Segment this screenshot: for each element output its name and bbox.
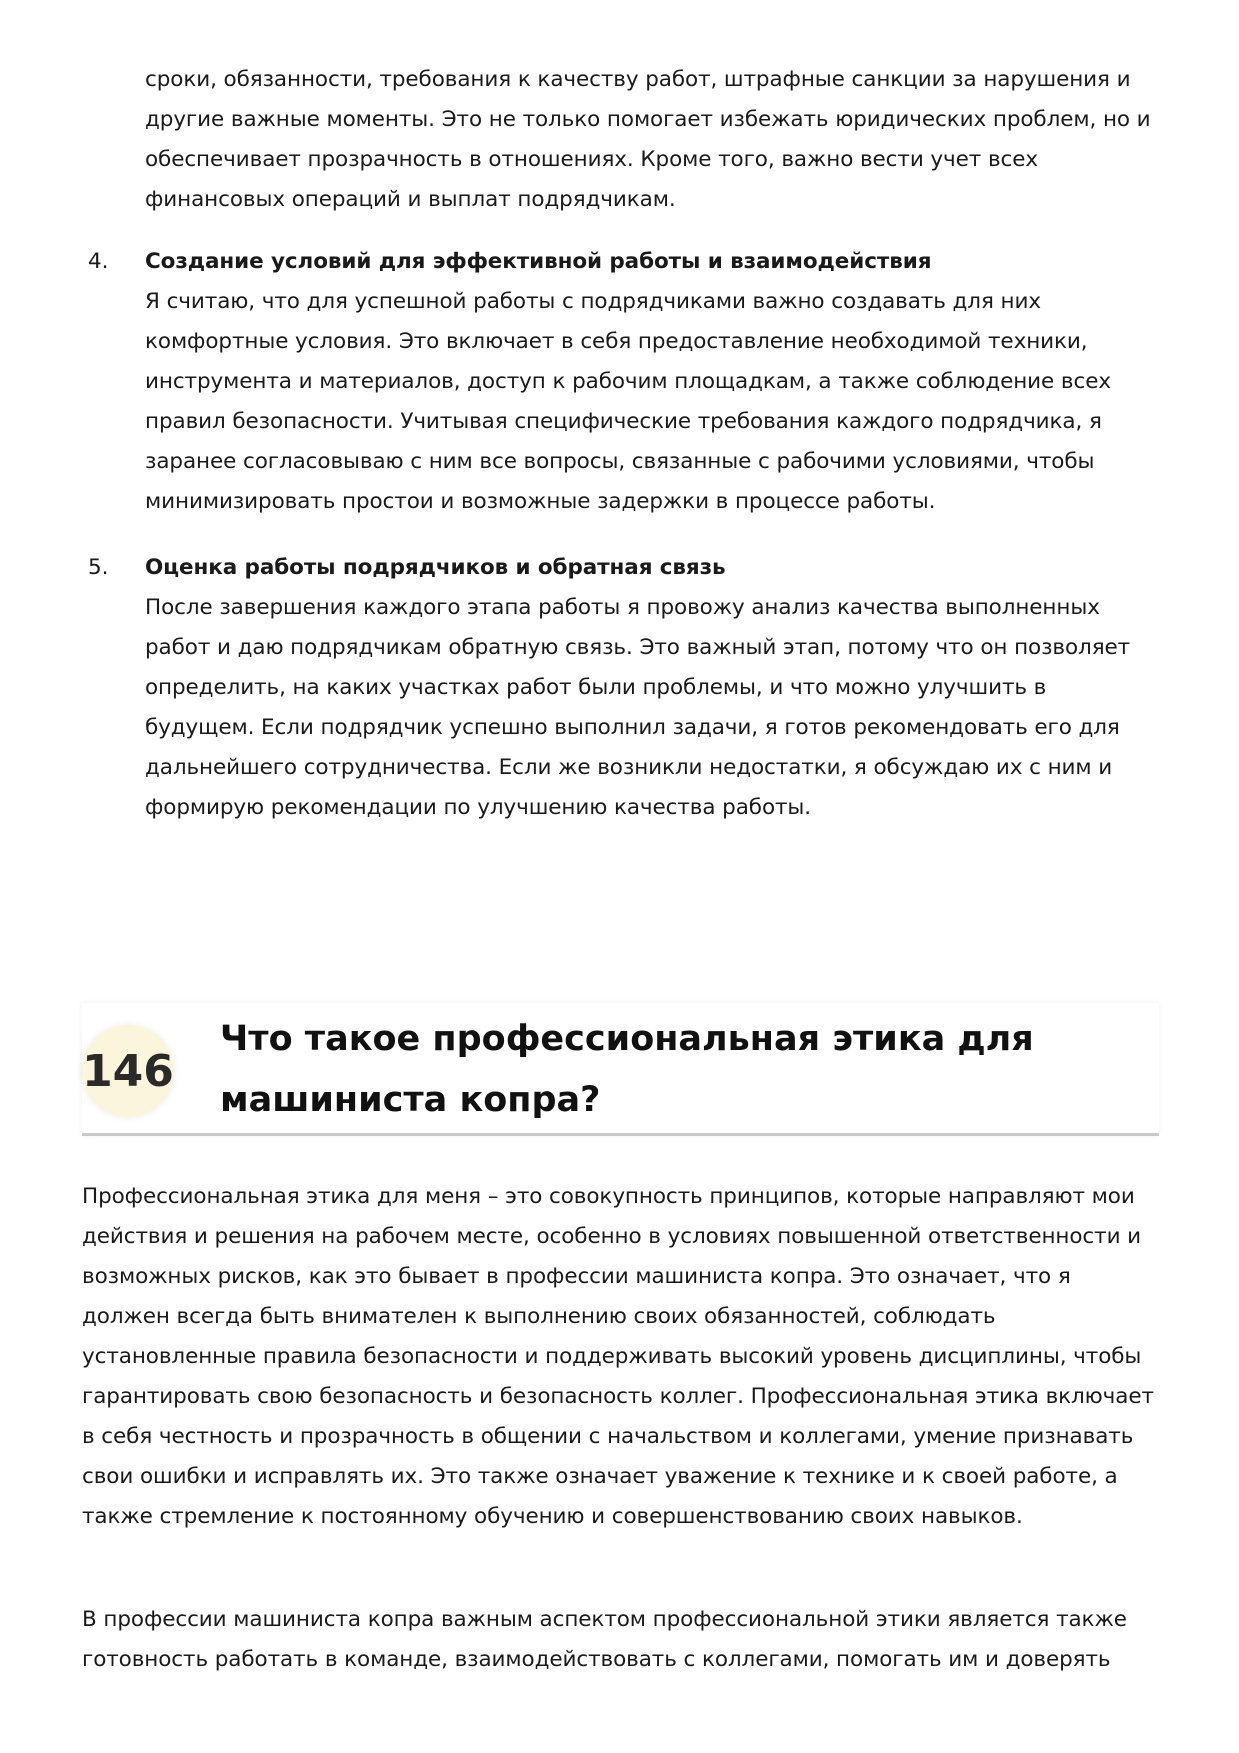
list-item-title: Оценка работы подрядчиков и обратная связь [145, 555, 726, 580]
list-item-number: 5. [88, 555, 109, 580]
list-item-text [115, 548, 1155, 828]
question-header [82, 1003, 1159, 1136]
list-item-title: Создание условий для эффективной работы и взаимодействия [145, 249, 932, 274]
answer-paragraph: В профессии машиниста копра важным аспектом профессиональной этики является также готовность работать в команде, взаимодействовать с коллегами, помогать им и доверять [82, 1607, 1127, 1672]
list-item-number: 4. [88, 249, 109, 274]
list-item-body: После завершения каждого этапа работы я провожу анализ качества выполненных работ и даю подрядчикам обратную связь. Это важный этап, потому что он позволяет определить, на каких участках работ были проблемы, и что можно улучшить в будущем. Если подрядчик успешно выполнил задачи, я готов рекомендовать его для дальнейшего сотрудничества. Если же возникли недостатки, я обсуждаю их с ним и формирую рекомендации по улучшению качества работы. [145, 595, 1131, 820]
question-title: Что такое профессиональная этика для машиниста копра? [220, 1019, 1034, 1120]
list-item [88, 548, 1155, 828]
list-item-text [115, 242, 1155, 522]
question-number-badge: 146 [82, 1025, 174, 1117]
list-item-body: Я считаю, что для успешной работы с подрядчиками важно создавать для них комфортные условия. Это включает в себя предоставление необходимой техники, инструмента и материалов, доступ к рабочим площадкам, а также соблюдение всех правил безопасности. Учитывая специфические требования каждого подрядчика, я заранее согласовываю с ним все вопросы, связанные с рабочими условиями, чтобы минимизировать простои и возможные задержки в процессе работы. [145, 289, 1111, 514]
continuation-paragraph: сроки, обязанности, требования к качеству работ, штрафные санкции за нарушения и другие важные моменты. Это не только помогает избежать юридических проблем, но и обеспечивает прозрачность в отношениях. Кроме того, важно вести учет всех финансовых операций и выплат подрядчикам. [145, 67, 1151, 212]
list-item [88, 242, 1155, 522]
answer-paragraph: Профессиональная этика для меня – это совокупность принципов, которые направляют мои действия и решения на рабочем месте, особенно в условиях повышенной ответственности и возможных рисков, как это бывает в профессии машиниста копра. Это означает, что я должен всегда быть внимателен к выполнению своих обязанностей, соблюдать установленные правила безопасности и поддерживать высокий уровень дисциплины, чтобы гарантировать свою безопасность и безопасность коллег. Профессиональная этика включает в себя честность и прозрачность в общении с начальством и коллегами, умение признавать свои ошибки и исправлять их. Это также означает уважение к технике и к своей работе, а также стремление к постоянному обучению и совершенствованию своих навыков. [82, 1184, 1154, 1529]
